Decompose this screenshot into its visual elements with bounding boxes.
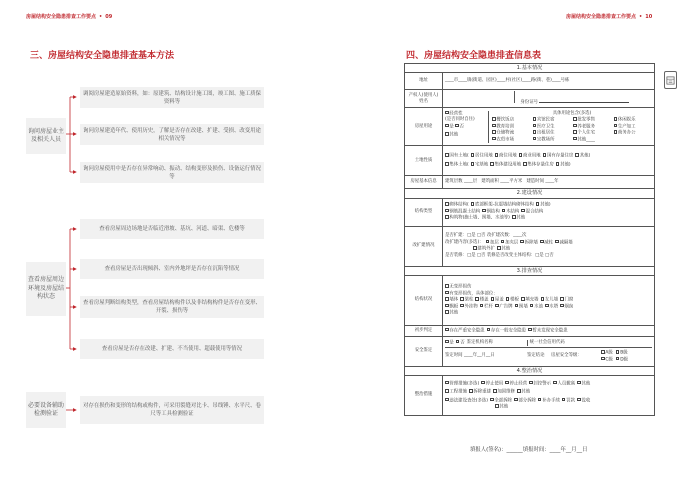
option[interactable] xyxy=(445,398,488,405)
option-label: 屋盖 xyxy=(494,297,504,303)
page-number: 09 xyxy=(105,14,113,20)
checkbox[interactable] xyxy=(501,240,505,244)
checkbox[interactable] xyxy=(541,297,545,301)
option-label: 其他 xyxy=(499,404,509,410)
option[interactable] xyxy=(519,153,541,160)
option[interactable] xyxy=(614,130,651,137)
checkbox[interactable] xyxy=(529,381,533,385)
id-number-field[interactable] xyxy=(539,102,629,103)
right-page xyxy=(340,0,680,477)
option-label: 水塔 xyxy=(549,303,559,309)
struct-state-label: 结构状况 xyxy=(405,275,443,325)
option-label: 罚款 xyxy=(566,397,576,403)
option-label: 栏杆 xyxy=(484,303,493,309)
option-label: 楼板 xyxy=(510,297,519,303)
method-item: 查看房屋判断结构类型，查看房屋结构构件以及非结构构件是否存在变形、开裂、损伤等 xyxy=(80,296,264,318)
floors-field[interactable]: 建筑层数 ____层 xyxy=(445,179,478,185)
checkbox[interactable] xyxy=(486,240,490,244)
method-item: 询问房屋建造年代、使用历史，了解是否存在改建、扩建、受损、改变用途相关情况等 xyxy=(80,124,264,145)
option[interactable] xyxy=(473,246,495,253)
checkbox[interactable] xyxy=(543,153,547,157)
option[interactable] xyxy=(577,398,590,405)
option-label: 构筑物(施土墙、围墙、水池等) xyxy=(449,215,510,221)
form-section-remediation: 4.整治情况 xyxy=(405,366,655,375)
option-label: 国有土地( xyxy=(449,153,469,159)
option[interactable] xyxy=(556,162,571,169)
option-label: 钢结构 xyxy=(486,209,500,215)
option[interactable] xyxy=(445,389,467,396)
option-label: 宗教场所 xyxy=(536,136,555,142)
option-label: 商务办公 xyxy=(617,130,636,136)
option-label: 外挂物 xyxy=(464,303,478,309)
section-title-form: 四、房屋结构安全隐患排查信息表 xyxy=(406,51,542,61)
land-label: 土地性质 xyxy=(405,146,443,176)
option-label: 工程措施 xyxy=(449,389,467,395)
checkbox[interactable] xyxy=(530,304,534,308)
land-line xyxy=(445,153,652,160)
method-item: 询问房屋使用中是否存在异常响动、振动、结构变形及损伤、设备运行情况等 xyxy=(80,162,264,183)
checkbox[interactable] xyxy=(533,124,537,128)
area-field[interactable]: 建筑面积 ____平方米 xyxy=(481,179,523,185)
method-item: 调阅房屋建造原始资料，如：原建筑、结构设计施工图，竣工图、施工质保资料等 xyxy=(80,87,264,108)
checkbox[interactable] xyxy=(471,153,475,157)
checkbox[interactable] xyxy=(616,350,620,354)
option-label: (是否同时自住) xyxy=(445,117,475,123)
usage-label: 房屋用途 xyxy=(405,108,443,146)
checkbox[interactable] xyxy=(614,117,618,121)
option-label: 违法建设查处(多选) xyxy=(449,397,488,403)
safety-code-label: 统一社会信用代码 xyxy=(527,340,565,347)
option[interactable] xyxy=(560,304,573,311)
checkbox[interactable] xyxy=(456,340,460,344)
fix-label: 整治措施 xyxy=(405,376,443,416)
checkbox[interactable] xyxy=(506,297,510,301)
option[interactable] xyxy=(460,304,478,311)
option-label: 水池 xyxy=(534,303,543,309)
checkbox[interactable] xyxy=(471,162,475,166)
method-item: 对存在损伤和变形的结构或构件，可采用裂缝对比卡、吊线锤、水平尺、卷尺等工具检测验证 xyxy=(80,396,264,424)
basic-info-label: 房屋基本信息 xyxy=(405,176,443,189)
checkbox[interactable] xyxy=(533,130,537,134)
option-label: 其他) xyxy=(560,162,571,168)
grade-label: D级 xyxy=(620,356,629,362)
checkbox[interactable] xyxy=(495,153,499,157)
option-label: 国有存量住房 xyxy=(546,153,574,159)
method-item: 查看房屋是否存在改建、扩建、不当使用、超载使用等情况 xyxy=(80,339,264,359)
rebuild-line: 是否装修：□是 □否 装修是否改变主体结构：□是 □否 xyxy=(445,252,554,258)
option[interactable] xyxy=(445,328,485,335)
option[interactable] xyxy=(471,162,489,169)
option[interactable] xyxy=(445,381,479,388)
option[interactable] xyxy=(471,153,493,160)
fix-line xyxy=(445,381,652,388)
option-label: 医疗卫生 xyxy=(536,123,555,129)
option[interactable] xyxy=(487,328,527,335)
struct-line xyxy=(445,215,652,222)
option[interactable] xyxy=(497,246,510,253)
option[interactable] xyxy=(529,381,551,388)
running-head-text: 房屋结构安全隐患排查工作要点 xyxy=(26,14,97,20)
option-label: 钢筋混凝土结构 xyxy=(449,209,481,215)
option[interactable] xyxy=(543,153,574,160)
option-label: 集体存量住房 xyxy=(527,162,554,168)
checkbox[interactable] xyxy=(562,398,566,402)
struct-state-cell xyxy=(443,275,655,325)
usage-head: 具体用途包含(多选) xyxy=(552,110,592,116)
safety-concl-label: 鉴定结论 xyxy=(527,353,545,359)
running-head-text: 房屋结构安全隐患排查工作要点 xyxy=(566,14,637,20)
option-label: 养老服务 xyxy=(577,123,595,129)
option[interactable] xyxy=(492,137,529,144)
option-label: 填充墙 xyxy=(525,297,539,303)
option-label: 无变形损伤 xyxy=(449,284,472,290)
address-label: 地址 xyxy=(405,73,443,90)
checkbox[interactable] xyxy=(533,137,537,141)
safety-level-label: 房屋安全等级： xyxy=(551,353,582,359)
option-label: 农贸市场 xyxy=(496,136,514,142)
option-label: 批发零售 xyxy=(577,117,595,123)
option-label: 其他) xyxy=(540,202,551,208)
checkbox[interactable] xyxy=(514,398,518,402)
option[interactable] xyxy=(505,381,527,388)
group-label-equipment-check: 必要设备辅助检测验证 xyxy=(26,392,66,428)
option-label: 商业用地 xyxy=(523,153,541,159)
option-label: 加夹层 xyxy=(505,239,519,245)
option-label: 减隔墙 xyxy=(559,239,573,245)
option-label: 生产加工 xyxy=(617,123,636,129)
option-label: 混合结构 xyxy=(525,209,544,215)
option[interactable] xyxy=(469,389,491,396)
option-label: 人员撤离 xyxy=(557,380,576,386)
checkbox[interactable] xyxy=(490,398,494,402)
option-label: 暂未发现安全隐患 xyxy=(532,327,568,333)
option-label: 广告牌 xyxy=(499,303,513,309)
option-label: 飘板 xyxy=(449,303,459,309)
option-label: 仓储物流 xyxy=(496,130,514,136)
checkbox[interactable] xyxy=(512,215,516,219)
struct-type-label: 结构类型 xyxy=(405,198,443,226)
checkbox[interactable] xyxy=(481,381,485,385)
checkbox[interactable] xyxy=(505,381,509,385)
option[interactable] xyxy=(517,389,530,396)
option-label: 部分拆除 xyxy=(518,397,536,403)
grade-label: B级 xyxy=(620,350,628,356)
option-label: 女儿墙 xyxy=(544,297,559,303)
option-label: 其他 xyxy=(521,389,531,395)
option-label: 拆除墙 xyxy=(524,239,538,245)
option[interactable] xyxy=(512,215,525,222)
checkbox[interactable] xyxy=(490,162,494,166)
option-label: 加固维修 xyxy=(497,389,515,395)
basic-info-cell xyxy=(443,176,655,189)
checkbox[interactable] xyxy=(480,304,484,308)
checkbox[interactable] xyxy=(540,240,544,244)
safety-cell xyxy=(443,336,655,366)
checkbox[interactable] xyxy=(475,297,479,301)
checkbox[interactable] xyxy=(520,240,524,244)
form-section-inspection: 3.排查情况 xyxy=(405,266,655,275)
land-cell xyxy=(443,146,655,176)
checkbox[interactable] xyxy=(521,297,525,301)
option[interactable] xyxy=(490,162,521,169)
group-label-inspect-environment: 查看房屋周边环境及房屋结构状态 xyxy=(26,262,66,316)
method-item: 查看房屋周边场地是否临近滑坡、基坑、河道、暗渠、危楼等 xyxy=(80,219,264,239)
owner-label: 产权人(使用人)姓名 xyxy=(405,90,443,108)
checkbox[interactable] xyxy=(536,202,540,206)
option-label: 加层 xyxy=(489,239,499,245)
option[interactable] xyxy=(520,240,538,247)
option[interactable] xyxy=(562,398,575,405)
option-label: 围墙 xyxy=(518,303,528,309)
running-head-left: 房屋结构安全隐患排查工作要点 • 09 xyxy=(26,14,113,20)
option-label: 是 xyxy=(449,339,454,345)
option[interactable] xyxy=(528,328,568,335)
option-label: 减柱 xyxy=(544,239,554,245)
checkbox[interactable] xyxy=(616,357,620,361)
option-label: 存在严重安全隐患 xyxy=(449,327,485,333)
option-label: 停止使用 xyxy=(485,380,504,386)
option-label: 出租居住 xyxy=(536,130,555,136)
option-label: 砌体结构( xyxy=(449,202,469,208)
option[interactable] xyxy=(533,137,570,144)
option[interactable] xyxy=(445,215,510,222)
option-label: 其他 xyxy=(449,132,459,138)
option-label: 楼盖 xyxy=(479,297,489,303)
rebuild-label: 改扩建情况 xyxy=(405,226,443,266)
option-label: 门窗 xyxy=(564,297,574,303)
running-head-right: 房屋结构安全隐患排查工作要点 • 10 xyxy=(566,14,653,20)
option-label: 梁柱 xyxy=(464,297,474,303)
option[interactable] xyxy=(555,240,573,247)
checkbox[interactable] xyxy=(471,202,475,206)
checkbox[interactable] xyxy=(491,297,495,301)
address-field[interactable]: ____市____镇(街道、园区)____村(社区)____路(街、巷)____号栋 xyxy=(443,73,655,90)
page-number: 10 xyxy=(645,14,653,20)
option-label: 改扩建内容(多选)： xyxy=(445,239,484,245)
option[interactable] xyxy=(515,304,528,311)
option[interactable] xyxy=(530,304,543,311)
option-label: 宅基地 xyxy=(475,162,489,168)
option-label: 其他) xyxy=(579,153,591,159)
group-label-ask-owner: 询问房屋业主及相关人员 xyxy=(26,118,66,154)
checkbox[interactable] xyxy=(517,389,521,393)
option-label: 餐饮饭店 xyxy=(496,117,514,123)
option-label: 居住用地 xyxy=(475,153,493,159)
option[interactable] xyxy=(540,240,553,247)
option[interactable] xyxy=(514,398,536,405)
option[interactable] xyxy=(577,381,590,388)
checkbox[interactable] xyxy=(515,304,519,308)
option-label: 停止经营 xyxy=(509,380,528,386)
option-label: 封控警示 xyxy=(533,380,552,386)
checkbox[interactable] xyxy=(519,153,523,157)
option-label: 经营性 xyxy=(449,111,463,117)
checkbox[interactable] xyxy=(487,328,491,332)
option-label: 否 xyxy=(460,339,465,345)
option-label: 全部拆除 xyxy=(494,397,512,403)
checkbox[interactable] xyxy=(614,124,618,128)
option-label: 没收 xyxy=(581,397,591,403)
checkbox[interactable] xyxy=(614,130,618,134)
option-label: 个人住宅 xyxy=(577,130,595,136)
option[interactable] xyxy=(495,153,517,160)
option-label: 教育培训 xyxy=(496,123,514,129)
option[interactable] xyxy=(495,304,513,311)
prelim-cell xyxy=(443,325,655,336)
book-icon[interactable] xyxy=(664,71,677,89)
checkbox[interactable] xyxy=(460,297,464,301)
option-label: 是 xyxy=(449,123,454,129)
option-label: 木结构 xyxy=(506,209,520,215)
fix-cell xyxy=(443,376,655,416)
option[interactable] xyxy=(481,381,503,388)
fix-line xyxy=(445,389,652,396)
option-label: 宾馆民宿 xyxy=(536,117,555,123)
option-label: 建筑外扩 xyxy=(477,246,495,252)
option-label: 烟囱 xyxy=(564,303,574,309)
rebuild-line: 是否扩建：□是 □否 改扩建次数：____次 xyxy=(445,233,527,239)
rebuild-cell xyxy=(443,226,655,266)
option-label: 其他 xyxy=(449,310,459,316)
option-label: 有变形损伤，具体部位： xyxy=(449,290,498,296)
option-label: 休闲娱乐 xyxy=(617,117,636,123)
option-label: 集体建设用地 xyxy=(494,162,521,168)
form-section-construction: 2.建设情况 xyxy=(405,189,655,198)
checkbox[interactable] xyxy=(538,398,542,402)
option[interactable] xyxy=(573,137,610,144)
section-title-methods: 三、房屋结构安全隐患排查基本方法 xyxy=(30,51,175,61)
option-label: 墙体 xyxy=(449,297,459,303)
safety-time-field[interactable]: 鉴定时间 ____年__月__日 xyxy=(445,353,495,359)
option[interactable] xyxy=(445,153,469,160)
struct-type-cell xyxy=(443,198,655,226)
option-label: 补办手续 xyxy=(542,397,560,403)
method-item: 查看房屋是否出现倾斜、室内外地坪是否存在沉陷等情况 xyxy=(80,259,264,279)
option[interactable] xyxy=(538,398,560,405)
sign-line[interactable]: 填报人(签名)：______填报时间：____年__月__日 xyxy=(470,447,588,453)
option-label: 管理措施(多选) xyxy=(449,380,480,386)
option-label: 其他____ xyxy=(577,136,595,142)
checkbox[interactable] xyxy=(521,209,525,213)
option[interactable] xyxy=(445,162,469,169)
land-line xyxy=(445,162,652,169)
owner-row xyxy=(443,90,655,108)
option-label: 其他 xyxy=(581,380,591,386)
usage-cell xyxy=(443,108,655,146)
option-label: 存在一般安全隐患 xyxy=(490,327,527,333)
option-label: 商住用地 xyxy=(499,153,517,159)
grade-label: C级 xyxy=(605,356,613,362)
option[interactable] xyxy=(545,304,558,311)
form-section-basic: 1.基本情况 xyxy=(405,64,655,73)
grade-label: A级 xyxy=(605,350,613,356)
usage-options xyxy=(492,117,652,143)
checkbox[interactable] xyxy=(545,304,549,308)
checkbox[interactable] xyxy=(493,389,497,393)
checkbox[interactable] xyxy=(533,117,537,121)
info-table xyxy=(404,63,655,416)
option-label: 其他 xyxy=(501,246,511,252)
option-label: 集体土地( xyxy=(449,162,469,168)
checkbox[interactable] xyxy=(575,153,579,157)
id-label: 身份证号 xyxy=(520,100,538,106)
checkbox[interactable] xyxy=(556,162,560,166)
safety-label: 安全鉴定 xyxy=(405,336,443,366)
checkbox[interactable] xyxy=(495,304,499,308)
option[interactable] xyxy=(480,304,493,311)
option[interactable] xyxy=(523,162,554,169)
safety-org-label: 鉴定机构名称 xyxy=(466,339,493,345)
checkbox[interactable] xyxy=(482,209,486,213)
checkbox[interactable] xyxy=(455,124,459,128)
option-label: 否 xyxy=(459,123,464,129)
option-label: 其他 xyxy=(516,215,526,221)
option[interactable] xyxy=(553,381,575,388)
option[interactable] xyxy=(493,389,515,396)
inspection-form xyxy=(404,63,654,416)
option[interactable] xyxy=(575,153,590,160)
owner-name-field[interactable] xyxy=(445,91,515,103)
prelim-label: 初步判定 xyxy=(405,325,443,336)
year-field[interactable]: 建造时间 ____年 xyxy=(526,179,559,185)
checkbox[interactable] xyxy=(502,209,506,213)
option-label: 底部框架-抗震墙结构砌体结构 xyxy=(475,202,534,208)
checkbox[interactable] xyxy=(460,304,464,308)
option-label: 拆除重建 xyxy=(473,389,491,395)
